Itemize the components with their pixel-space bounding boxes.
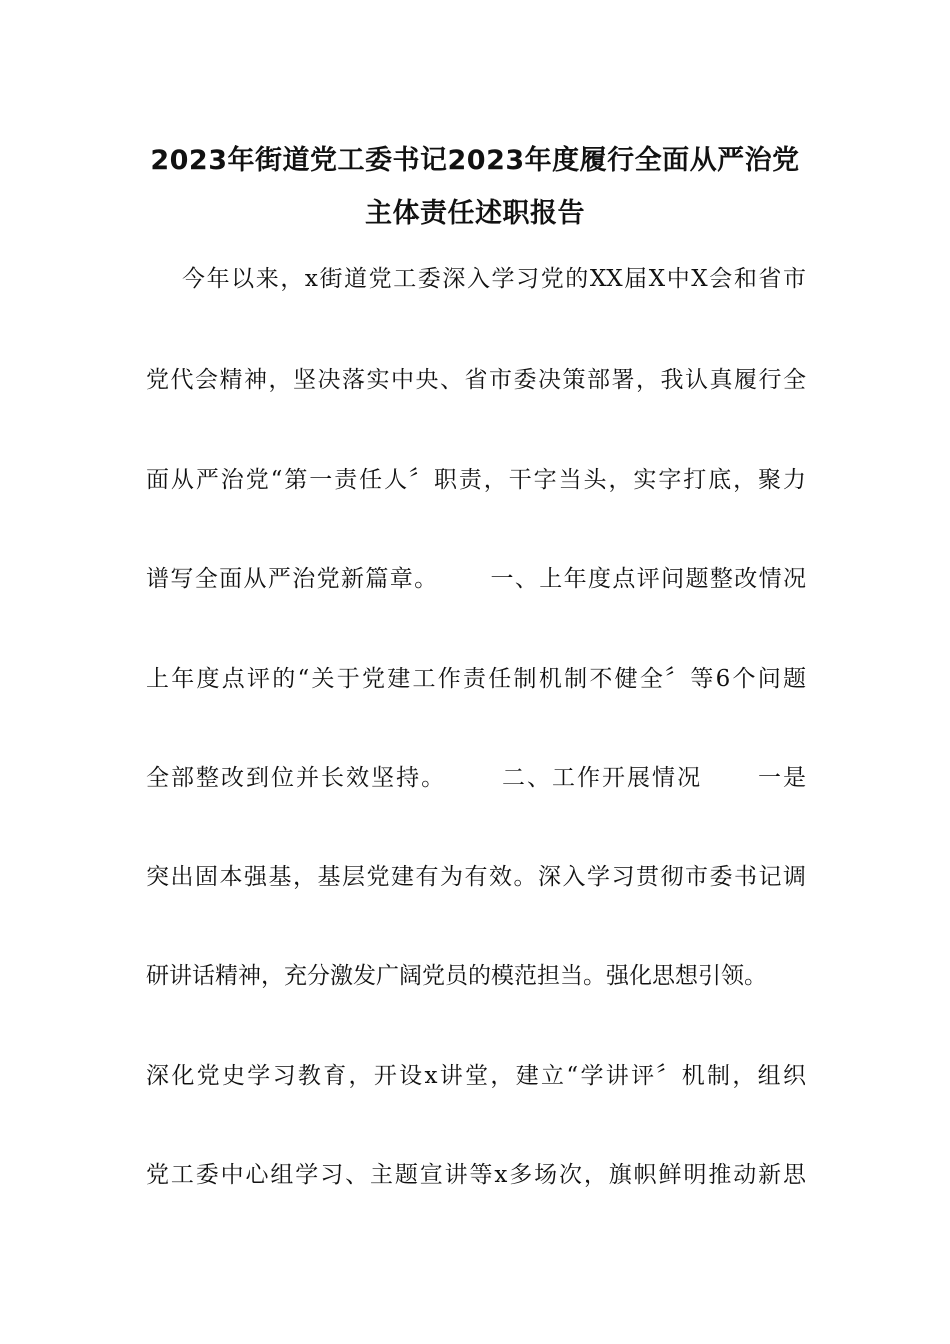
body-line-6: 全部整改到位并长效坚持。 二、工作开展情况 一是 [146, 765, 806, 791]
body-line-2: 党代会精神，坚决落实中央、省市委决策部署，我认真履行全 [146, 367, 806, 393]
body-line-8: 研讲话精神，充分激发广阔党员的模范担当。强化思想引领。 [146, 963, 767, 989]
body-line-5: 上年度点评的“关于党建工作责任制机制不健全〞等6个问题 [146, 666, 806, 692]
body-line-9: 深化党史学习教育，开设x讲堂，建立“学讲评〞机制，组织 [146, 1063, 806, 1089]
body-line-10: 党工委中心组学习、主题宣讲等x多场次，旗帜鲜明推动新思 [146, 1162, 806, 1188]
document-title-line-1: 2023年街道党工委书记2023年度履行全面从严治党 [150, 145, 800, 176]
document-title-line-2: 主体责任述职报告 [365, 198, 585, 229]
body-line-7: 突出固本强基，基层党建有为有效。深入学习贯彻市委书记调 [146, 864, 806, 890]
body-line-3: 面从严治党“第一责任人〞职责，干字当头，实字打底，聚力 [146, 467, 806, 493]
body-line-1: 今年以来，x街道党工委深入学习党的XX届X中X会和省市 [182, 266, 806, 292]
body-line-4: 谱写全面从严治党新篇章。 一、上年度点评问题整改情况 [146, 566, 806, 592]
